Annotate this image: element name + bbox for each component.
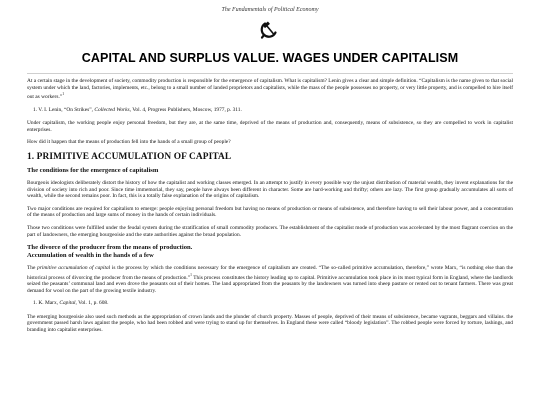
term-primitive-accumulation: primitive accumulation of capital: [37, 265, 111, 272]
hammer-and-sickle-icon: [259, 20, 279, 40]
page-title: CAPITAL AND SURPLUS VALUE. WAGES UNDER CAPITALISM: [81, 51, 459, 65]
body-paragraph: Bourgeois ideologists deliberately distort the history of how the capitalist and working classes emerged. In an attempt to justify in every possible way the unjust distribution of material wealth, they invent explanations for the division of society into rich and poor. Since time immemorial, they say, people have always been different in character. Some are hard-working and thrifty; others are lazy. The first group gradually accumulates all sorts of wealth, while the second remains poor. In fact, this is a totally false explanation of the origins of capitalism.: [27, 179, 513, 200]
body-paragraph: The emerging bourgeoisie also used such methods as the appropriation of crown lands and the plunder of church property. Masses of people, deprived of their means of subsistence, became vagrants, beggars and villains. the government passed harsh laws against the people, who had been robbed and were trying to stand up for themselves. In England these were called “bloody legislation”. The robbed people were forced by torture, lashings, and branding into capitalist enterprises.: [27, 313, 513, 334]
running-title: The Fundamentals of Political Economy: [221, 7, 319, 13]
subsection-heading: The conditions for the emergence of capitalism: [27, 166, 159, 174]
body-paragraph: Two major conditions are required for capitalism to emerge: people enjoying personal freedom but having no means of production or means of subsistence, and therefore having to sell their labour power, and a concentration of the means of production and large sums of money in the hands of certain individuals.: [27, 205, 513, 219]
footnote-ref: 1: [190, 272, 192, 277]
footnote: 1. K. Marx, Capital, Vol. 1, p. 608.: [33, 300, 109, 307]
footnote-ref: 1: [62, 92, 64, 97]
section-heading: 1. PRIMITIVE ACCUMULATION OF CAPITAL: [27, 151, 232, 162]
body-paragraph: Those two conditions were fulfilled under the feudal system during the stratification of small commodity producers. The establishment of the capitalist mode of production was accelerated by the most flagrant coercion on the part of landowners, the emerging bourgeoisie and the state authorities against the broad population.: [27, 224, 513, 238]
intro-paragraph: Under capitalism, the working people enjoy personal freedom, but they are, at the same time, deprived of the means of production and, consequently, means of subsistence, so they are compelled to work in capitalist enterprises.: [27, 120, 513, 133]
footnote: 1. V. I. Lenin, “On Strikes”, Collected Works, Vol. 4, Progress Publishers, Moscow, 1977, p. 311.: [33, 106, 242, 113]
body-paragraph: The primitive accumulation of capital is the process by which the conditions necessary for the emergence of capitalism are created. “The so-called primitive accumulation, therefore,” wrote Marx, “is nothing else than the historical process of divorcing the producer from the means of production.”$^1$ This process constitutes the history leading up to capital. Primitive accumulation took place in its most typical form in England, where the landlords seized the peasants’ communal land and even drove the peasants out of their homes. The land appropriated from the peasants by the landowners was turned into sheep pasture or rented out to tenant farmers. There was great demand for wool on the part of the growing textile industry.: [27, 265, 513, 294]
subsection-heading: The divorce of the producer from the means of production. Accumulation of wealth in the hands of a few: [27, 244, 193, 260]
article-body: [27, 78, 513, 340]
title-divider: [27, 73, 513, 74]
intro-paragraph: How did it happen that the means of production fell into the hands of a small group of people?: [27, 139, 231, 146]
intro-paragraph: At a certain stage in the development of society, commodity production is responsible for the emergence of capitalism. What is capitalism? Lenin gives a clear and simple definition. “Capitalism is the name given to that social system under which the land, factories, implements, etc., belong to a small number of landed proprietors and capitalists, while the mass of the people possesses no property, or very little property, and is compelled to hire itself out as workers.”$^1$: [27, 78, 513, 100]
